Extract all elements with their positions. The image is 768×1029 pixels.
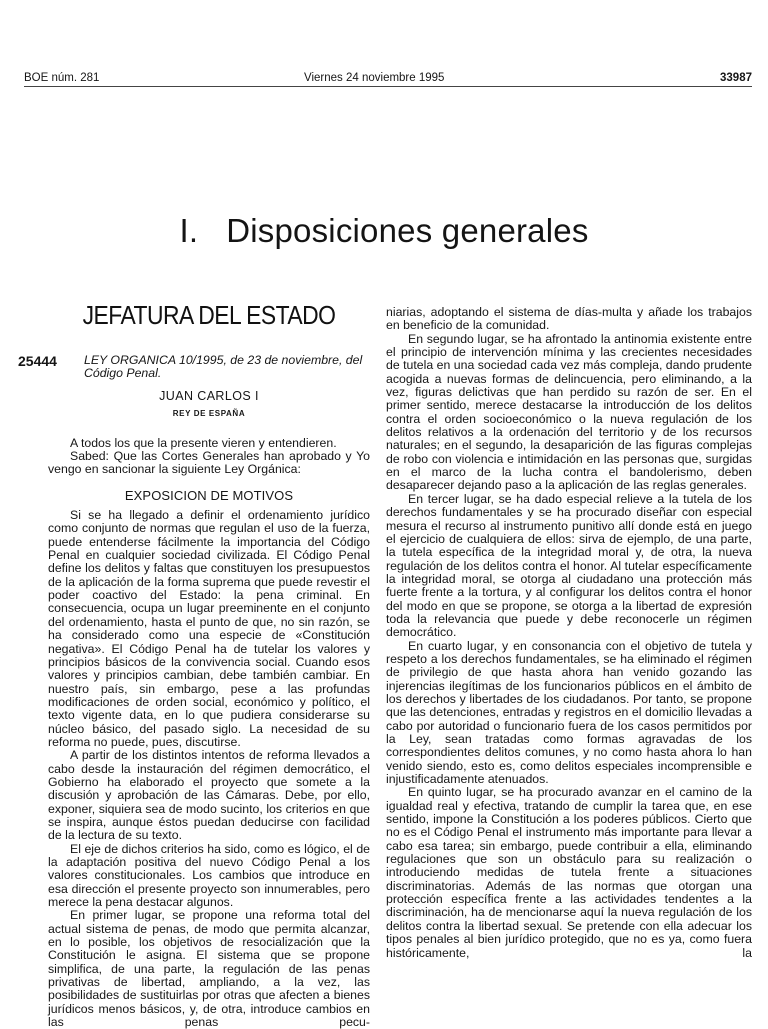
- preamble-line: Sabed: Que las Cortes Generales han aprobado y Yo vengo en sancionar la siguiente Ley Orgánica:: [48, 449, 370, 477]
- page-number: 33987: [720, 72, 752, 84]
- preamble-line: A todos los que la presente vieren y entendieren.: [70, 435, 337, 450]
- section-title: [0, 212, 768, 250]
- organization-heading: JEFATURA DEL ESTADO: [82, 300, 336, 330]
- king-name: JUAN CARLOS I: [159, 389, 259, 403]
- section-roman-numeral: I.: [179, 212, 199, 249]
- section-title-text: Disposiciones generales: [226, 212, 589, 249]
- motives-heading: EXPOSICION DE MOTIVOS: [124, 487, 294, 503]
- body-paragraph: En tercer lugar, se ha dado especial relieve a la tutela de los derechos fundamentales y se ha procurado diseñar con especial mesura el recurso al instrumento punitivo allí donde está en juego el ejercicio de cualquiera de ellos: sirva de ejemplo, de una parte, la tutela específica de la integridad moral y, de otra, la nueva regulación de los delitos contra el honor. Al tutelar específicamente la integridad moral, se otorga al ciudadano una protección más fuerte frente a la tortura, y al configurar los delitos contra el honor del modo en que se propone, se otorga a la libertad de expresión toda la relevancia que puede y debe reconocerle un régimen democrático.: [386, 491, 752, 640]
- right-column: [386, 306, 752, 960]
- law-title: LEY ORGANICA 10/1995, de 23 de noviembre, del Código Penal.: [84, 353, 363, 380]
- body-paragraph: En quinto lugar, se ha procurado avanzar en el camino de la igualdad real y efectiva, tratando de cumplir la tarea que, en ese sentido, impone la Constitución a los poderes públicos. Cierto que no es el Código Penal el instrumento más importante para llevar a cabo esa tarea; sin embargo, puede contribuir a ella, eliminando regulaciones que son un obstáculo para su realización o introduciendo medidas de tutela frente a situaciones discriminatorias. Además de las normas que otorgan una protección específica frente a las actividades tendentes a la discriminación, ha de mencionarse aquí la nueva regulación de los delitos contra la libertad sexual. Se pretende con ella adecuar los tipos penales al bien jurídico protegido, que no es ya, como fuera históricamente, la: [386, 785, 752, 960]
- body-paragraph: En primer lugar, se propone una reforma total del actual sistema de penas, de modo que permita alcanzar, en lo posible, los objetivos de resocialización que la Constitución le asigna. El sistema que se propone simplifica, de una parte, la regulación de las penas privativas de libertad, ampliando, a la vez, las posibilidades de sustituirlas por otras que afecten a bienes jurídicos menos básicos, y, de otra, introduce cambios en las penas pecu-: [48, 908, 370, 1029]
- law-entry: [18, 354, 370, 380]
- body-paragraph: El eje de dichos criterios ha sido, como es lógico, el de la adaptación positiva del nuevo Código Penal a los valores constitucionales. Los cambios que introduce en esa dirección el presente proyecto son innumerables, pero merece la pena destacar algunos.: [48, 841, 370, 910]
- body-paragraph: A partir de los distintos intentos de reforma llevados a cabo desde la instauración del régimen democrático, el Gobierno ha elaborado el proyecto que somete a la discusión y aprobación de las Cámaras. Debe, por ello, exponer, siquiera sea de modo sucinto, los criterios en que se inspira, aunque éstos puedan deducirse con facilidad de la lectura de su texto.: [48, 748, 370, 843]
- bulletin-issue: BOE núm. 281: [24, 72, 100, 84]
- publication-date: Viernes 24 noviembre 1995: [304, 72, 445, 84]
- king-title: REY DE ESPAÑA: [172, 409, 246, 419]
- left-column: [18, 300, 370, 1029]
- body-paragraph: En segundo lugar, se ha afrontado la antinomia existente entre el principio de intervención mínima y las crecientes necesidades de tutela en una sociedad cada vez más compleja, dando prudente acogida a nuevas formas de delincuencia, pero eliminando, a la vez, figuras delictivas que han perdido su razón de ser. En el primer sentido, merece destacarse la introducción de los delitos contra el orden socioeconómico o la nueva regulación de los delitos relativos a la ordenación del territorio y de los recursos naturales; en el segundo, la desaparición de las figuras complejas de robo con violencia e intimidación en las personas que, surgidas en el marco de la lucha contra el bandolerismo, deben desaparecer dejando paso a la aplicación de las reglas generales.: [386, 331, 752, 493]
- body-paragraph: Si se ha llegado a definir el ordenamiento jurídico como conjunto de normas que regulan el uso de la fuerza, puede entenderse fácilmente la importancia del Código Penal en cualquier sociedad civilizada. El Código Penal define los delitos y faltas que constituyen los presupuestos de la aplicación de la forma suprema que puede revestir el poder coactivo del Estado: la pena criminal. En consecuencia, ocupa un lugar preeminente en el conjunto del ordenamiento, hasta el punto de que, no sin razón, se ha considerado como una especie de «Constitución negativa». El Código Penal ha de tutelar los valores y principios básicos de la convivencia social. Cuando esos valores y principios cambian, debe también cambiar. En nuestro país, sin embargo, pese a las profundas modificaciones de orden social, económico y político, el texto vigente data, en lo que pudiera considerarse su núcleo básico, del pasado siglo. La necesidad de su reforma no puede, pues, discutirse.: [48, 508, 370, 749]
- body-paragraph: niarias, adoptando el sistema de días-multa y añade los trabajos en beneficio de la comunidad.: [386, 305, 752, 333]
- body-paragraph: En cuarto lugar, y en consonancia con el objetivo de tutela y respeto a los derechos fundamentales, se ha eliminado el régimen de privilegio de que hasta ahora han venido gozando las injerencias ilegítimas de los funcionarios públicos en el ámbito de los derechos y libertades de los ciudadanos. Por tanto, se propone que las detenciones, entradas y registros en el domicilio llevadas a cabo por autoridad o funcionario fuera de los casos permitidos por la Ley, sean tratadas como formas agravadas de los correspondientes delitos comunes, y no como hasta ahora lo han venido siendo, esto es, como delitos especiales incomprensible e injustificadamente atenuados.: [386, 638, 752, 787]
- page-header: [24, 70, 752, 87]
- law-number: 25444: [18, 353, 57, 369]
